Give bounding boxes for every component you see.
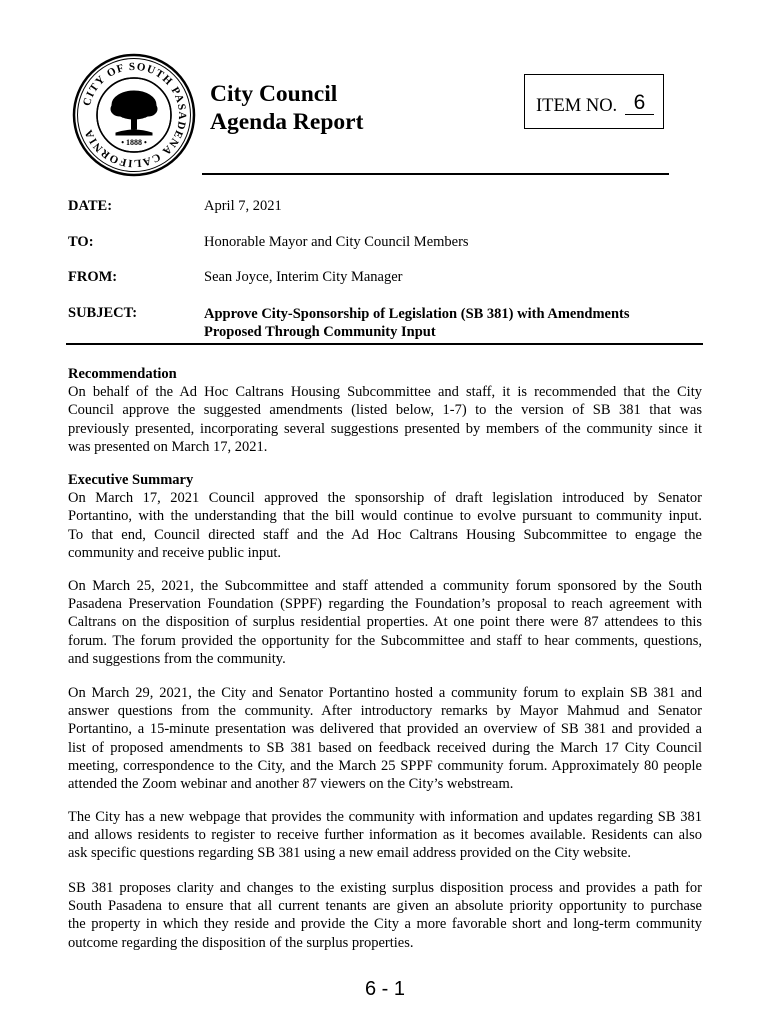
- title-line-1: City Council: [210, 81, 338, 107]
- paragraph-line: forum. The forum provided the opportunity for the Subcommittee and staff to hear comments, questions,: [68, 632, 702, 649]
- paragraph-line: attended the Zoom webinar and another 87 viewers on the City’s webstream.: [68, 776, 514, 793]
- paragraph-line: Portantino, a 15-minute presentation was delivered that provided an overview of SB 381 and provided a: [68, 721, 702, 738]
- subject-value: [204, 305, 630, 341]
- paragraph-forum-march-29: [68, 684, 702, 793]
- item-label: ITEM NO.: [536, 96, 618, 116]
- paragraph-forum-march-25: [68, 577, 702, 668]
- from-value: Sean Joyce, Interim City Manager: [204, 269, 403, 285]
- paragraph-line: outcome regarding the disposition of the surplus properties.: [68, 934, 414, 951]
- subject-line-2: Proposed Through Community Input: [204, 324, 436, 340]
- item-number-box: [524, 74, 664, 129]
- paragraph-line: the property in which they reside and provide the City a more favorable short and long-term community: [68, 916, 702, 933]
- title-line-2: Agenda Report: [210, 109, 364, 135]
- date-value: April 7, 2021: [204, 198, 282, 214]
- subject-label: SUBJECT:: [68, 305, 138, 321]
- executive-summary-heading: Executive Summary: [68, 472, 194, 488]
- subject-rule: [66, 343, 703, 345]
- city-seal-logo: [72, 53, 196, 177]
- paragraph-line: meeting, correspondence to the City, and the March 25 SPPF community forum. Approximately 80 people: [68, 757, 702, 774]
- recommendation-line: Council approve the suggested amendments (listed below, 1-7) to the version of SB 381 that was: [68, 402, 702, 419]
- page-number: 6 - 1: [364, 978, 406, 1000]
- executive-summary-section: [68, 471, 702, 562]
- paragraph-line: and allows residents to register to receive further information as it becomes available. Residents can also: [68, 827, 702, 844]
- to-value: Honorable Mayor and City Council Members: [204, 234, 469, 250]
- executive-summary-line: To that end, Council directed staff and the Ad Hoc Caltrans Housing Subcommittee to engage the: [68, 526, 702, 543]
- paragraph-sb381-proposal: [68, 879, 702, 952]
- paragraph-line: list of proposed amendments to SB 381 based on feedback received during the March 17 City Council: [68, 739, 702, 756]
- report-title: [210, 80, 363, 136]
- paragraph-line: Caltrans on the disposition of surplus residential properties. At one point there were 87 attendees to this: [68, 614, 702, 631]
- recommendation-section: [68, 365, 702, 456]
- item-number: 6: [625, 92, 654, 115]
- executive-summary-line: On March 17, 2021 Council approved the sponsorship of draft legislation introduced by Senator: [68, 490, 702, 507]
- paragraph-line: Pasadena Preservation Foundation (SPPF) regarding the Foundation’s proposal to reach agreement with: [68, 596, 702, 613]
- date-label: DATE:: [68, 198, 113, 214]
- paragraph-webpage: [68, 808, 702, 863]
- executive-summary-line: Portantino, with the understanding that the bill would continue to evolve pursuant to community input.: [68, 508, 702, 525]
- from-label: FROM:: [68, 269, 118, 285]
- to-label: TO:: [68, 234, 94, 250]
- recommendation-heading: Recommendation: [68, 366, 177, 382]
- executive-summary-line: community and receive public input.: [68, 544, 282, 561]
- recommendation-line: previously presented, incorporating several suggestions presented by members of the community since it: [68, 420, 702, 437]
- paragraph-line: South Pasadena to ensure that all current tenants are given an absolute priority opportunity to purchase: [68, 898, 702, 915]
- paragraph-line: SB 381 proposes clarity and changes to the existing surplus disposition process and provides a path for: [68, 880, 702, 896]
- subject-line-1: Approve City-Sponsorship of Legislation (SB 381) with Amendments: [204, 306, 630, 322]
- paragraph-line: On March 29, 2021, the City and Senator Portantino hosted a community forum to explain SB 381 and: [68, 685, 702, 701]
- header-rule: [202, 173, 669, 175]
- paragraph-line: The City has a new webpage that provides the community with information and updates regarding SB 381: [68, 809, 702, 825]
- recommendation-line: was presented on March 17, 2021.: [68, 438, 268, 455]
- paragraph-line: answer questions from the community. After introductory remarks by Mayor Mahmud and Senator: [68, 703, 702, 720]
- paragraph-line: ask specific questions regarding SB 381 using a new email address provided on the City website.: [68, 845, 631, 862]
- svg-text:CITY OF SOUTH PASADENA CALIFOR: CITY OF SOUTH PASADENA CALIFORNIA: [80, 60, 189, 170]
- paragraph-line: and suggestions from the community.: [68, 650, 286, 667]
- paragraph-line: On March 25, 2021, the Subcommittee and staff attended a community forum sponsored by the South: [68, 578, 702, 594]
- svg-text:• 1888 •: • 1888 •: [121, 138, 147, 147]
- recommendation-line: On behalf of the Ad Hoc Caltrans Housing Subcommittee and staff, it is recommended that the City: [68, 384, 702, 401]
